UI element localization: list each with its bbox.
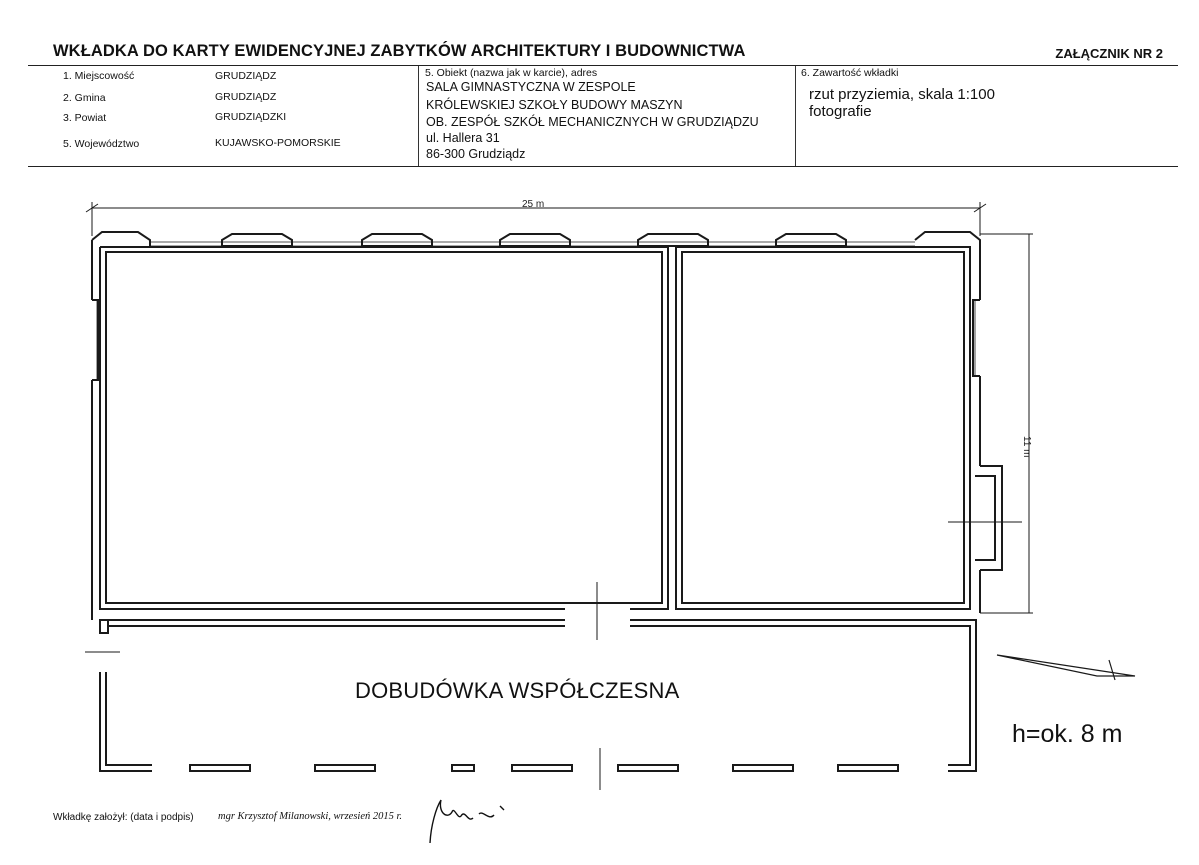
object-line-1: SALA GIMNASTYCZNA W ZESPOLE <box>426 80 636 94</box>
label-powiat: 3. Powiat <box>63 112 107 124</box>
value-powiat: GRUDZIĄDZKI <box>215 111 287 123</box>
footer-author: mgr Krzysztof Milanowski, wrzesień 2015 r. <box>218 811 403 822</box>
label-miejscowosc: 1. Miejscowość <box>63 70 135 82</box>
value-miejscowosc: GRUDZIĄDZ <box>215 70 277 82</box>
contents-line-1: rzut przyziemia, skala 1:100 <box>809 86 995 103</box>
object-line-3: OB. ZESPÓŁ SZKÓŁ MECHANICZNYCH W GRUDZIĄDZU <box>426 115 759 129</box>
annex-label: DOBUDÓWKA WSPÓŁCZESNA <box>355 678 680 703</box>
object-line-4: ul. Hallera 31 <box>426 131 500 145</box>
label-wojewodztwo: 5. Województwo <box>63 138 140 150</box>
object-line-2: KRÓLEWSKIEJ SZKOŁY BUDOWY MASZYN <box>426 98 683 112</box>
width-dimension-label: 25 m <box>522 199 545 210</box>
footer-label: Wkładkę założył: (data i podpis) <box>53 812 194 823</box>
signature <box>430 800 504 843</box>
contents-line-2: fotografie <box>809 103 872 120</box>
label-object: 5. Obiekt (nazwa jak w karcie), adres <box>425 67 598 79</box>
annex-number: ZAŁĄCZNIK NR 2 <box>1055 46 1163 61</box>
label-gmina: 2. Gmina <box>63 92 106 104</box>
document-title: WKŁADKA DO KARTY EWIDENCYJNEJ ZABYTKÓW ARCHITEKTURY I BUDOWNICTWA <box>53 42 746 60</box>
label-contents: 6. Zawartość wkładki <box>801 67 899 79</box>
object-line-5: 86-300 Grudziądz <box>426 147 526 161</box>
value-gmina: GRUDZIĄDZ <box>215 91 277 103</box>
depth-dimension-label: 11 m <box>1021 436 1032 458</box>
height-note: h=ok. 8 m <box>1012 720 1123 748</box>
value-wojewodztwo: KUJAWSKO-POMORSKIE <box>215 137 341 149</box>
